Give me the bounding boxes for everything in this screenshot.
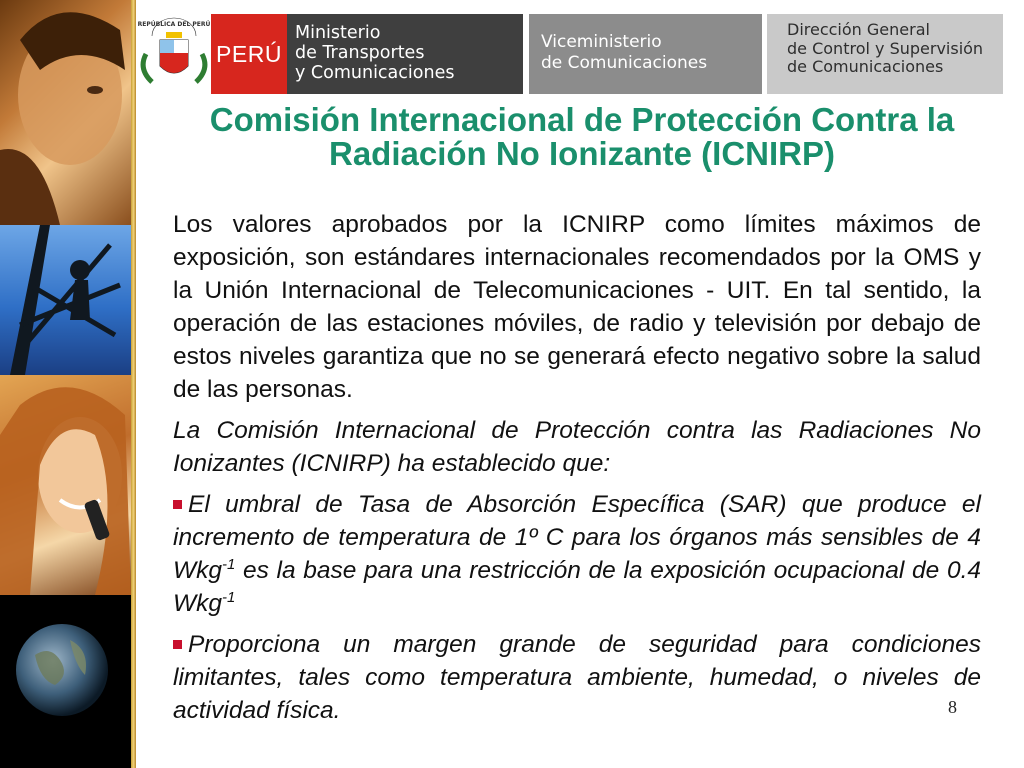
photo-man-thinking — [0, 0, 131, 225]
slide-title — [140, 103, 1024, 171]
bullet-2-text: Proporciona un margen grande de seguridad para condiciones limitantes, tales como temperatura ambiente, humedad, o niveles de actividad física. — [173, 631, 981, 724]
page-number: 8 — [948, 697, 957, 717]
woman-silhouette — [0, 375, 131, 595]
bullet-square-icon — [173, 500, 182, 509]
gold-divider — [131, 0, 136, 768]
photo-woman-phone — [0, 375, 131, 595]
direccion-logo — [767, 14, 1003, 94]
ministerio-line-2: de Transportes — [295, 43, 425, 63]
photo-earth — [0, 595, 131, 768]
viceministerio-logo — [529, 14, 762, 94]
coat-of-arms-icon — [138, 14, 210, 94]
left-photo-strip — [0, 0, 131, 768]
viceministerio-line-1: Viceministerio — [541, 32, 662, 52]
ministerio-line-1: Ministerio — [295, 23, 381, 43]
bullet-1-sup-b: -1 — [222, 588, 236, 606]
paragraph-2: La Comisión Internacional de Protección contra las Radiaciones No Ionizantes (ICNIRP) ha establecido que: — [173, 417, 981, 477]
bullet-1-text-b: es la base para una restricción de la exposición ocupacional de 0.4 Wkg — [173, 557, 981, 617]
bullet-1-text-a: El umbral de Tasa de Absorción Específica (SAR) que produce el incremento de temperatura de 1º C para los órganos más sensibles de 4 Wkg — [173, 491, 981, 584]
man-silhouette — [0, 0, 131, 225]
direccion-line-1: Dirección General — [787, 20, 930, 39]
bullet-square-icon — [173, 640, 182, 649]
slide-body — [173, 208, 981, 735]
viceministerio-line-2: de Comunicaciones — [541, 53, 708, 73]
bullet-1-sup-a: -1 — [222, 555, 236, 573]
bullet-item-2 — [173, 628, 981, 727]
direccion-line-2: de Control y Supervisión — [787, 38, 984, 58]
paragraph-1: Los valores aprobados por la ICNIRP como límites máximos de exposición, son estándares internacionales recomendados por la OMS y la Unión Internacional de Telecomunicaciones - UIT. En tal sentido, la operación de las estaciones móviles, de radio y televisión por debajo de estos niveles garantiza que no se generará efecto negativo sobre la salud de las personas. — [173, 211, 981, 403]
peru-label: PERÚ — [216, 40, 282, 67]
title-line-2: Radiación No Ionizante (ICNIRP) — [328, 135, 836, 172]
direccion-line-3: de Comunicaciones — [787, 57, 944, 76]
peru-brand-logo — [211, 14, 287, 94]
bullet-item-1 — [173, 488, 981, 620]
earth-icon — [0, 595, 131, 768]
ministerio-line-3: y Comunicaciones — [295, 63, 455, 83]
title-line-1: Comisión Internacional de Protección Contra la — [209, 101, 955, 138]
tower-silhouette — [0, 225, 131, 375]
ministerio-logo — [287, 14, 523, 94]
escudo-caption: REPÚBLICA DEL PERÚ — [138, 21, 210, 28]
peru-coat-of-arms — [138, 14, 210, 94]
photo-tower-worker — [0, 225, 131, 375]
